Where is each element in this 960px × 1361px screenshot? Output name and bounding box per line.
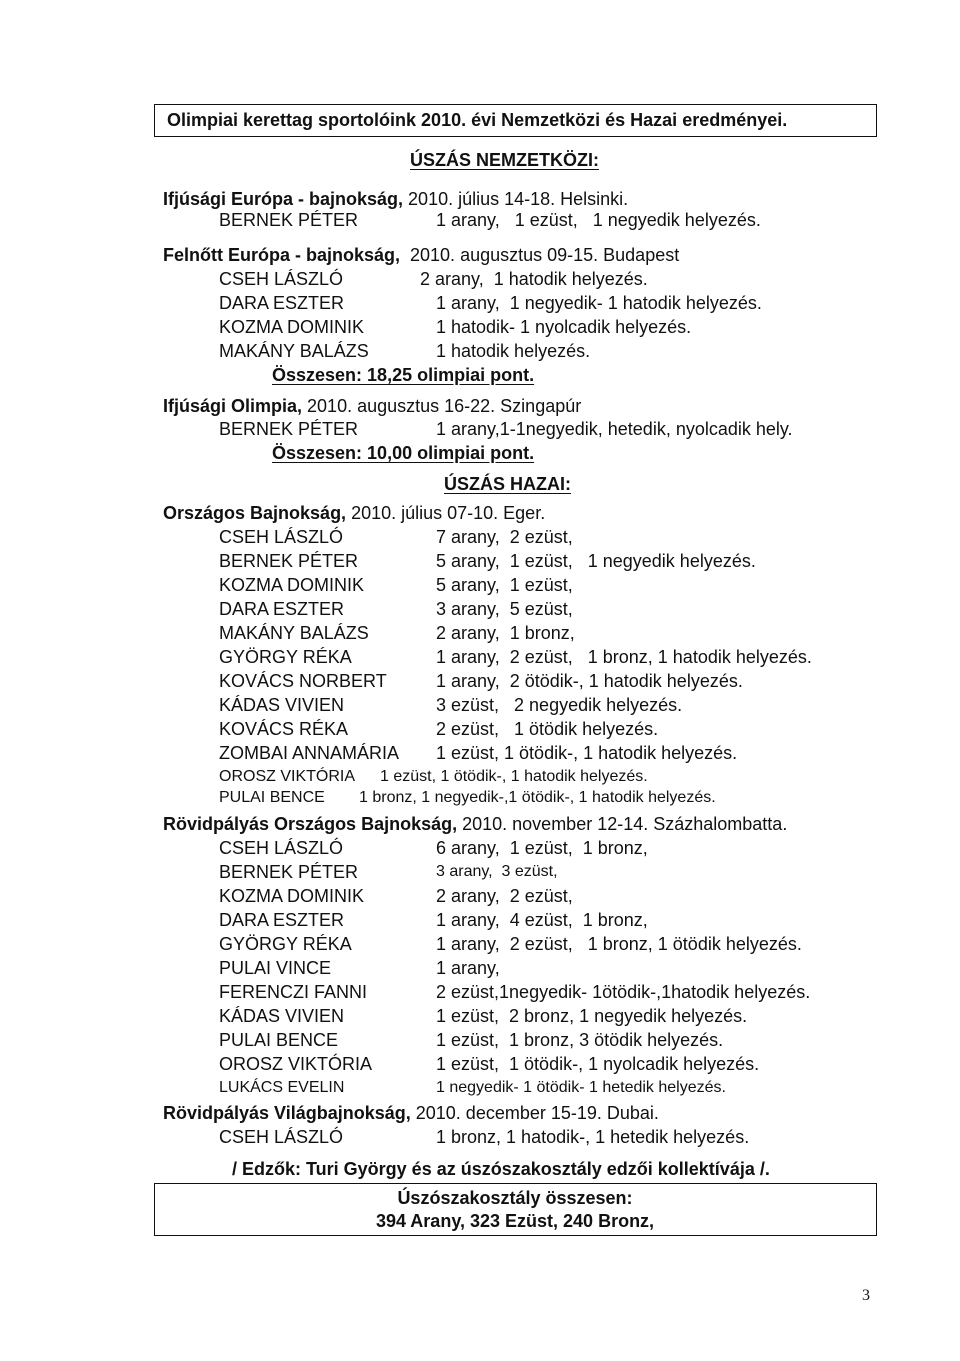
athlete-name: DARA ESZTER bbox=[219, 293, 345, 313]
athlete-name: MAKÁNY BALÁZS bbox=[219, 341, 369, 361]
athlete-result: 1 arany, bbox=[436, 958, 500, 978]
event-name: Rövidpályás Országos Bajnokság, bbox=[163, 814, 458, 834]
event-name: Országos Bajnokság, bbox=[163, 503, 347, 523]
event-details: 2010. november 12-14. Százhalombatta. bbox=[457, 814, 788, 834]
athlete-result: 2 ezüst,1negyedik- 1ötödik-,1hatodik helyezés. bbox=[436, 982, 811, 1002]
athlete-name: PULAI VINCE bbox=[219, 958, 332, 978]
summary-totals: 394 Arany, 323 Ezüst, 240 Bronz, bbox=[375, 1211, 655, 1231]
athlete-result: 1 ezüst, 1 ötödik-, 1 hatodik helyezés. bbox=[380, 768, 648, 785]
athlete-result: 1 hatodik- 1 nyolcadik helyezés. bbox=[436, 317, 692, 337]
athlete-name: DARA ESZTER bbox=[219, 599, 345, 619]
event-name: Ifjúsági Olimpia, bbox=[163, 396, 303, 416]
athlete-name: CSEH LÁSZLÓ bbox=[219, 1127, 344, 1147]
athlete-name: MAKÁNY BALÁZS bbox=[219, 623, 369, 643]
athlete-name: OROSZ VIKTÓRIA bbox=[219, 1054, 373, 1074]
athlete-result: 2 ezüst, 1 ötödik helyezés. bbox=[436, 719, 659, 739]
athlete-name: BERNEK PÉTER bbox=[219, 862, 359, 882]
event-title bbox=[163, 189, 628, 210]
athlete-result: 1 arany, 1 negyedik- 1 hatodik helyezés. bbox=[436, 293, 762, 313]
athlete-result: 5 arany, 1 ezüst, bbox=[436, 575, 573, 595]
athlete-name: OROSZ VIKTÓRIA bbox=[219, 768, 356, 785]
event-details: 2010. július 07-10. Eger. bbox=[346, 503, 546, 523]
athlete-result: 1 ezüst, 2 bronz, 1 negyedik helyezés. bbox=[436, 1006, 748, 1026]
summary-title: Úszószakosztály összesen: bbox=[397, 1188, 633, 1208]
points-total: Összesen: 10,00 olimpiai pont. bbox=[272, 443, 535, 463]
athlete-result: 1 arany,1-1negyedik, hetedik, nyolcadik hely. bbox=[436, 419, 793, 439]
event-title bbox=[163, 1103, 659, 1124]
points-total: Összesen: 18,25 olimpiai pont. bbox=[272, 365, 535, 385]
athlete-result: 1 arany, 2 ötödik-, 1 hatodik helyezés. bbox=[436, 671, 743, 691]
event-title bbox=[163, 245, 679, 266]
athlete-name: PULAI BENCE bbox=[219, 1030, 339, 1050]
page-number: 3 bbox=[862, 1287, 870, 1304]
athlete-result: 1 arany, 2 ezüst, 1 bronz, 1 hatodik helyezés. bbox=[436, 647, 812, 667]
athlete-result: 1 bronz, 1 hatodik-, 1 hetedik helyezés. bbox=[436, 1127, 750, 1147]
athlete-name: KOZMA DOMINIK bbox=[219, 886, 365, 906]
athlete-name: KÁDAS VIVIEN bbox=[219, 695, 345, 715]
athlete-result: 1 ezüst, 1 ötödik-, 1 nyolcadik helyezés. bbox=[436, 1054, 760, 1074]
athlete-result: 1 arany, 2 ezüst, 1 bronz, 1 ötödik helyezés. bbox=[436, 934, 802, 954]
athlete-name: DARA ESZTER bbox=[219, 910, 345, 930]
athlete-name: GYÖRGY RÉKA bbox=[219, 647, 352, 667]
event-name: Rövidpályás Világbajnokság, bbox=[163, 1103, 411, 1123]
section-heading-domestic: ÚSZÁS HAZAI: bbox=[444, 474, 571, 494]
event-details: 2010. augusztus 09-15. Budapest bbox=[400, 245, 680, 265]
event-title bbox=[163, 396, 581, 417]
athlete-result: 3 arany, 3 ezüst, bbox=[436, 863, 558, 880]
athlete-result: 2 arany, 1 hatodik helyezés. bbox=[420, 269, 648, 289]
athlete-result: 2 arany, 2 ezüst, bbox=[436, 886, 573, 906]
athlete-name: ZOMBAI ANNAMÁRIA bbox=[219, 743, 400, 763]
athlete-result: 1 arany, 1 ezüst, 1 negyedik helyezés. bbox=[436, 210, 761, 230]
athlete-name: GYÖRGY RÉKA bbox=[219, 934, 352, 954]
event-details: 2010. július 14-18. Helsinki. bbox=[403, 189, 629, 209]
event-details: 2010. december 15-19. Dubai. bbox=[410, 1103, 659, 1123]
athlete-name: KOZMA DOMINIK bbox=[219, 317, 365, 337]
athlete-result: 1 ezüst, 1 bronz, 3 ötödik helyezés. bbox=[436, 1030, 724, 1050]
section-heading-international: ÚSZÁS NEMZETKÖZI: bbox=[410, 150, 599, 170]
event-title bbox=[163, 503, 545, 524]
athlete-result: 1 arany, 4 ezüst, 1 bronz, bbox=[436, 910, 648, 930]
athlete-name: KÁDAS VIVIEN bbox=[219, 1006, 345, 1026]
athlete-name: KOVÁCS NORBERT bbox=[219, 671, 387, 691]
athlete-name: BERNEK PÉTER bbox=[219, 210, 359, 230]
athlete-name: BERNEK PÉTER bbox=[219, 419, 359, 439]
athlete-name: FERENCZI FANNI bbox=[219, 982, 368, 1002]
athlete-result: 2 arany, 1 bronz, bbox=[436, 623, 575, 643]
event-name: Ifjúsági Európa - bajnokság, bbox=[163, 189, 404, 209]
athlete-result: 1 hatodik helyezés. bbox=[436, 341, 591, 361]
event-details: 2010. augusztus 16-22. Szingapúr bbox=[302, 396, 582, 416]
athlete-name: CSEH LÁSZLÓ bbox=[219, 269, 344, 289]
athlete-result: 6 arany, 1 ezüst, 1 bronz, bbox=[436, 838, 648, 858]
athlete-name: CSEH LÁSZLÓ bbox=[219, 527, 344, 547]
athlete-result: 3 arany, 5 ezüst, bbox=[436, 599, 573, 619]
athlete-name: BERNEK PÉTER bbox=[219, 551, 359, 571]
athlete-result: 1 negyedik- 1 ötödik- 1 hetedik helyezés. bbox=[436, 1079, 726, 1096]
athlete-result: 1 bronz, 1 negyedik-,1 ötödik-, 1 hatodik helyezés. bbox=[359, 789, 716, 806]
coaches-line: / Edzők: Turi György és az úszószakosztály edzői kollektívája /. bbox=[232, 1159, 770, 1179]
athlete-name: KOZMA DOMINIK bbox=[219, 575, 365, 595]
athlete-name: LUKÁCS EVELIN bbox=[219, 1079, 345, 1096]
athlete-name: PULAI BENCE bbox=[219, 789, 325, 806]
athlete-result: 1 ezüst, 1 ötödik-, 1 hatodik helyezés. bbox=[436, 743, 738, 763]
athlete-result: 5 arany, 1 ezüst, 1 negyedik helyezés. bbox=[436, 551, 756, 571]
athlete-result: 7 arany, 2 ezüst, bbox=[436, 527, 573, 547]
document-title: Olimpiai kerettag sportolóink 2010. évi Nemzetközi és Hazai eredményei. bbox=[167, 110, 788, 130]
event-title bbox=[163, 814, 787, 835]
athlete-result: 3 ezüst, 2 negyedik helyezés. bbox=[436, 695, 683, 715]
event-name: Felnőtt Európa - bajnokság, bbox=[163, 245, 401, 265]
athlete-name: KOVÁCS RÉKA bbox=[219, 719, 349, 739]
athlete-name: CSEH LÁSZLÓ bbox=[219, 838, 344, 858]
